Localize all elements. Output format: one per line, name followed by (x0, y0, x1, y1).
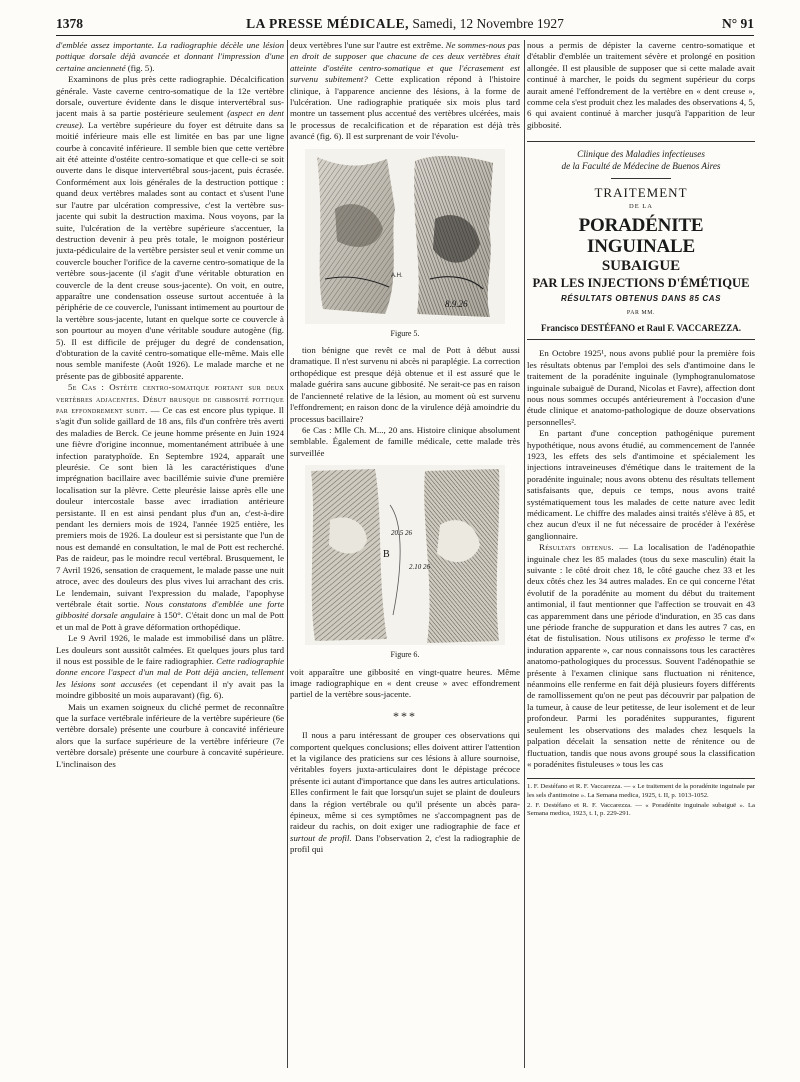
running-header (56, 14, 754, 36)
footnote: 1. F. Destéfano et R. F. Vaccarezza. — « Le traitement de la poradénite inguinale par les sels d'antimoine ». La Semana medica, 1925, t. II, p. 1013-1052. (527, 783, 755, 799)
figure-6-caption: Figure 6. (390, 650, 420, 660)
paragraph: En Octobre 1925¹, nous avons publié pour la première fois les résultats obtenus par l'emploi des sels d'antimoine dans le traitement de la poradénite inguinale (lymphogranulomatose inguinale subaiguë de Durand, Nicolas et Favre), affection dont nous nous sommes occupés antérieurement à l'occasion d'une étude clinique et anatomo-pathologique de douze observations personnelles². (527, 348, 755, 427)
divider (611, 178, 671, 179)
column-3 (527, 40, 755, 1070)
column-rule-1 (287, 40, 288, 1068)
italic-text: (aspect en dent creuse). (56, 108, 284, 130)
column-1 (56, 40, 284, 1070)
text: le terme d'« induration apparente », car nous connaissons tous les caractères anatomo-pathologiques du processus. Souvent l'adénopathie se présente à l'examen clinique sans fluctuation ni rénitence, néanmoins elle renferme en fait déjà plusieurs foyers différents de ramollissement qu'on ne peut pas découvrir par palpation de la tumeur, à cause de leur petitesse, de leur isolement et de leur profondeur. Parmi les poradénites suppurantes, figurent seulement les observations des malades chez lesquels la palpation décelait la sensation nette de rénitence ou de fluctuation, tandis que nous avons groupé sous la classification « poradénites fistuleuses » tous les cas (527, 633, 755, 769)
text: Histoire clinique absolument semblable. Également de famille médicale, cette malade très surveillée (290, 424, 520, 458)
radiograph-date-1: 20.5 26 (391, 529, 412, 538)
paragraph (56, 633, 284, 701)
paragraph (290, 40, 520, 143)
case-heading: 6e Cas : Mlle Ch. M..., 20 ans. (302, 424, 415, 435)
section-heading: Résultats obtenus. (539, 542, 614, 553)
text: Dans l'observation 2, c'est la radiographie de profil qui (290, 832, 520, 855)
case-6-paragraph (290, 425, 520, 459)
footnotes (527, 778, 755, 818)
clinic-affiliation (527, 141, 755, 172)
article-kicker-sub: DE LA (629, 202, 653, 210)
journal-title (56, 16, 754, 32)
text: La vertèbre supérieure du foyer est détruite dans sa moitié inférieure mais elle est limitée en bas par une ligne courbe à concavité inférieure. Il semble bien que cette vertèbre ait été atteinte d'ostéite centro-somatique et que celle-ci se soit ouverte dans le disque intervertébral sous-jacent, puis écrasée. Conformément aux lois générales de la destruction pottique : quand deux vertèbres malades sont au contact et s'usent l'une sur l'autre par ulcération compressive, c'est la vertèbre sus-jacente qui subit la destruction maxima. Nous voyons, par la suite, l'ulcération de la vertèbre supérieure s'accentuer, la destruction devenir à peu près totale, le moignon postérieur juxta-pédiculaire de la vertèbre persister seul et venir comme un couvercle boucher l'orifice de la caverne centro-somatique de la vertèbre sous-jacente (il s'agit d'une véritable obturation en couvercle de la dent creuse sous-jacente). On voit, en outre, apparaître une condensation osseuse surtout accentuée à la périphérie de ce couvercle, l'unissant intimement au pourtour de la vertèbre sous-jacente, lutant en quelque sorte ce couvercle à son pourtour au moyen d'une véritable soudure autogène (fig. 5). Il est difficile de préjuger du degré de condensation, d'obturation de la cavité centro-somatique elle-même. Mais elle nous semble manifeste (Août 1926). Le malade marche et ne présente pas de gibbosité apparente. (56, 119, 284, 381)
authors: Francisco DESTÉFANO et Raul F. VACCAREZZA. (527, 323, 755, 340)
radiograph-image (305, 465, 505, 645)
text: à 150°. C'était donc un mal de Pott et un mal de Pott à grave déformation orthopédique. (56, 610, 284, 632)
text: Cette explication répond à l'histoire clinique, à l'apparence ancienne des lésions, à la forme de l'ulcération. Une radiographie pratiquée six mois plus tard montre un tassement plus accentué des vertèbres ulcérées, mais le processus de recalcification et de réparation est déjà très avancé (fig. 6). Il est surprenant de voir l'évolu- (290, 74, 520, 142)
italic-text: et surtout de profil. (290, 821, 520, 843)
column-rule-2 (524, 40, 525, 1068)
paragraph: tion bénigne que revêt ce mal de Pott à début aussi dramatique. Il n'est survenu ni abcès ni paraplégie. La correction orthopédique est presque déjà obtenue et il est assuré que le malade guérira sans aucune gibbosité. Ne serait-ce pas en raison de l'ancienneté relative de la lésion, au moment où est survenu l'effondrement; en raison donc de la virulence déjà amoindrie du processus bacillaire? (290, 345, 520, 424)
case-heading: 5e Cas : Ostéite centro-somatique portant sur deux vertèbres adjacentes. Début brusque de gibbosité pottique par effondrement subit. (56, 382, 284, 415)
italic-text: d'emblée assez importante. La radiographie décèle une lésion pottique dorsale déjà avancée et donnant l'impression d'une certaine ancienneté (56, 40, 284, 73)
text: Examinons de plus près cette radiographie. Décalcification générale. Vaste caverne centro-somatique de la 12e vertèbre dorsale, ouverture évidente dans le disque intervertébral sus-jacent mais à sa partie postérieure seulement (56, 74, 284, 119)
radiograph-label: B (383, 549, 390, 561)
paragraph (290, 730, 520, 855)
figure-5 (305, 149, 505, 339)
article-kicker: TRAITEMENT (594, 185, 688, 201)
text: — Ce cas est encore plus typique. Il s'agit d'un solide gaillard de 18 ans, fils d'un confrère très averti des maladies de Berck. Ce jeune homme présente en Juin 1924 une fièvre d'origine inconnue, momentanément attribuée à une infection paratyphoïde. En Septembre 1924, apparaît une pleurésie. Ce sont bien là les caractéristiques d'une imprégnation bacillaire avec bacillémie suivie d'une première localisation sur la plèvre. Cette pleurésie laisse après elle une douleur intercostale basse avec irradiation antérieure persistante. Il en est ainsi pendant plus d'un an, c'est-à-dire pendant les derniers mois de 1924, l'année 1925 entière, les premiers mois de 1926. La douleur est si persistante que l'un de nous est demandé en consultation, le mal de Pott est recherché. Pas de raideur, pas le moindre recul vertébral. Brusquement, le 7 Avril 1926, sensation de craquement, le malade passe une nuit atroce, avec des douleurs des plus vives lui arrachant des cris. Le lendemain, suivant l'expression du malade, l'apophyse vertébrale était sortie. (56, 405, 284, 609)
text: — La localisation de l'adénopathie inguinale chez les 85 malades (tous du sexe masculin) était la suivante : le côté droit chez 18, le côté gauche chez 33 et les deux côtés chez les 34 autres malades. En ce qui concerne l'état évolutif de la poradénite au moment du début du traitement antimonial, il faut mentionner que l'affection se trouvait en 43 cas apparemment dans une période d'induration, en 35 cas dans une période franche de suppuration et dans les autres 7 cas, en état de fistulisation. Nous utilisons (527, 542, 755, 644)
journal-name: LA PRESSE MÉDICALE, (246, 16, 410, 31)
article-subtitle: RÉSULTATS OBTENUS DANS 85 CAS (560, 294, 722, 304)
text: Il nous a paru intéressant de grouper ces observations qui comportent quelques conclusions; elles doivent attirer l'attention et la vigilance des praticiens sur ces lésions à allure sournoise, véritables foyers juxta-articulaires dont le dépistage précoce présente ici autant d'importance que dans les autres articulations. Elles confirment le fait que lorsqu'un sujet se plaint de douleurs dans la région vertébrale ou qu'il présente un abcès para-épineux, même si ces symptômes ne s'accompagnent pas de raideur du rachis, on doit exiger une radiographie de face (290, 730, 520, 832)
radiograph-date: 8.9.26 (445, 298, 468, 309)
figure-5-caption: Figure 5. (390, 328, 420, 338)
clinic-line: de la Faculté de Médecine de Buenos Aires (561, 161, 721, 172)
radiograph-image (305, 149, 505, 324)
page-number: 1378 (56, 16, 83, 31)
radiograph-date-2: 2.10 26 (409, 563, 430, 572)
clinic-line: Clinique des Maladies infectieuses (577, 149, 705, 160)
byline-prefix: PAR MM. (626, 310, 656, 317)
italic-text: Cette radiographie donne encore l'aspect d'un mal de Pott déjà ancien, tellement les lésions sont accusées (56, 655, 284, 689)
paragraph: voit apparaître une gibbosité en vingt-quatre heures. Même image radiographique en « dent creuse » avec effondrement partiel de la vertèbre sous-jacente. (290, 666, 520, 700)
section-separator: *** (393, 708, 417, 723)
paragraph: En partant d'une conception pathogénique purement hypothétique, nous avons étudié, au commencement de l'année 1923, les effets des sels d'antimoine et spécialement les injections intraveineuses d'émétique dans le traitement de la poradénite inguinale; nous avons obtenu des résultats tellement satisfaisants que, depuis ce temps, nous avons traité systématiquement tous les malades de cette nature avec ledit médicament. Le chiffre des malades ainsi traités s'élève à 85, et chez aucun d'eux il ne fut nécessaire de procéder à l'exérèse ganglionnaire. (527, 428, 755, 541)
case-5-paragraph (56, 382, 284, 633)
italic-text: ex professo (658, 633, 705, 644)
text: Le 9 Avril 1926, le malade est immobilisé dans un plâtre. Les douleurs sont aussitôt calmées. Et quelques jours plus tard il nous est possible de le faire radiographier. (56, 633, 284, 666)
radiograph-mark: A.H. (391, 272, 403, 279)
issue-number: N° 91 (721, 16, 754, 31)
article-title: PORADÉNITE INGUINALE (578, 215, 704, 258)
paragraph (527, 542, 755, 770)
column-2 (290, 40, 520, 1070)
article-title-line-3: PAR LES INJECTIONS D'ÉMÉTIQUE (532, 276, 750, 291)
paragraph (56, 40, 284, 74)
issue-date: Samedi, 12 Novembre 1927 (409, 16, 564, 31)
footnote: 2. F. Destéfano et R. F. Vaccarezza. — « Poradénite inguinale subaiguë ». La Semana medica, 1923, t. I, p. 229-291. (527, 801, 755, 818)
text: (fig. 5). (125, 62, 155, 73)
text: (et cependant il n'y avait pas la moindre gibbosité un mois auparavant) (fig. 6). (56, 678, 284, 701)
article-title-line-2: SUBAIGUE (601, 258, 681, 275)
paragraph: nous a permis de dépister la caverne centro-somatique et d'établir d'emblée un traitement sévère et prolongé en position allongée. Il est plausible de supposer que si cette malade avait continué à marcher, le poids du segment supérieur du corps aurait amené l'effondrement de la vertèbre en « dent creuse », comme cela s'est produit chez les malades des observations 4, 5, 6 qui avaient continué à marcher jusqu'à l'apparition de leur gibbosité. (527, 40, 755, 130)
figure-6 (305, 465, 505, 660)
italic-text: Nous constatons d'emblée une forte gibbosité dorsale angulaire (56, 598, 284, 621)
paragraph: Mais un examen soigneux du cliché permet de reconnaître que la surface vertébrale inférieure de la vertèbre supérieure (6e vertèbre dorsale) présente une courbure à concavité inférieure alors que la surface supérieure de la vertèbre inférieure (7e vertèbre dorsale) présente une courbure à concavité supérieure. L'inclinaison des (56, 701, 284, 769)
text: deux vertèbres l'une sur l'autre est extrême. (290, 40, 444, 50)
paragraph (56, 74, 284, 382)
italic-text: Ne sommes-nous pas en droit de supposer que chacune de ces deux vertèbres était atteinte d'ostéite centro-somatique et que l'écrasement est survenu subitement? (290, 40, 520, 85)
